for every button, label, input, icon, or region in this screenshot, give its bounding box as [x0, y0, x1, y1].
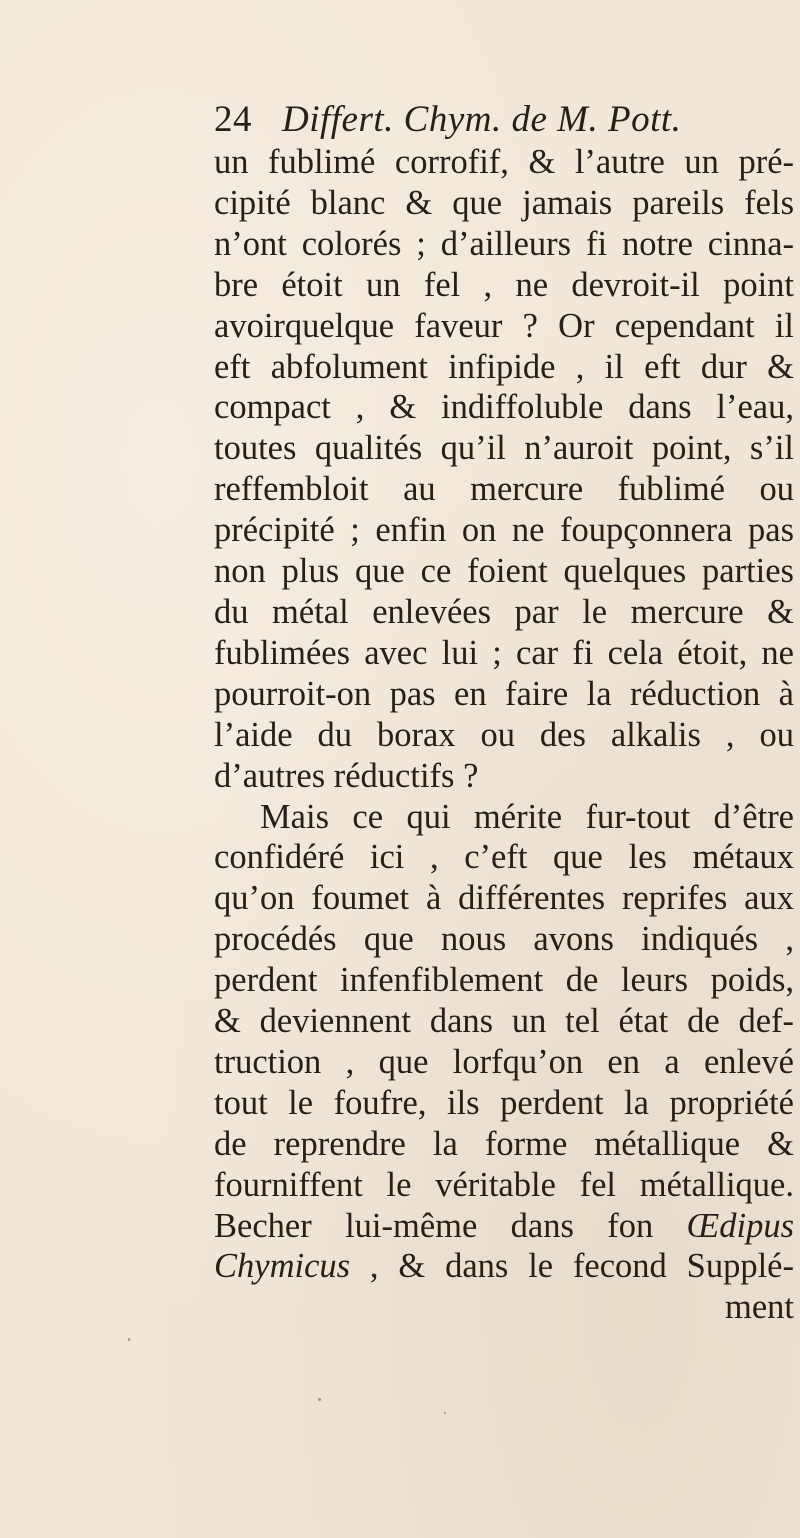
text-line: du métal enlevées par le mercure &: [214, 592, 794, 631]
text-line: perdent infenfiblement de leurs poids,: [214, 961, 794, 1000]
text-line: confidéré ici , c’eft que les métaux: [214, 838, 794, 877]
text-line: Becher lui-même dans fon Œdipus: [214, 1206, 794, 1245]
text-line: de reprendre la forme métallique &: [214, 1124, 794, 1163]
text-line: procédés que nous avons indiqués ,: [214, 920, 794, 959]
text-line: fourniffent le véritable fel métallique.: [214, 1165, 794, 1204]
text-block: [214, 98, 794, 1328]
text-line: tout le foufre, ils perdent la propriété: [214, 1083, 794, 1122]
text-line: bre étoit un fel , ne devroit-il point: [214, 265, 794, 304]
text-line: toutes qualités qu’il n’auroit point, s’il: [214, 429, 794, 468]
text-line: non plus que ce foient quelques parties: [214, 552, 794, 591]
paper-speck: [128, 1338, 130, 1341]
running-head: [214, 98, 794, 142]
text-line: n’ont colorés ; d’ailleurs fi notre cinna-: [214, 224, 794, 263]
text-line: l’aide du borax ou des alkalis , ou: [214, 715, 794, 754]
running-title: Differt. Chym. de M. Pott.: [282, 99, 682, 140]
text-line: d’autres réductifs ?: [214, 756, 479, 795]
body-text: [214, 142, 794, 1287]
text-line: précipité ; enfin on ne foupçonnera pas: [214, 511, 794, 550]
text-line: Chymicus , & dans le fecond Supplé-: [214, 1247, 794, 1286]
text-line: compact , & indiffoluble dans l’eau,: [214, 388, 794, 427]
page-number: 24: [214, 99, 252, 140]
text-line: eft abfolument infipide , il eft dur &: [214, 347, 794, 386]
text-line: truction , que lorfqu’on en a enlevé: [214, 1042, 794, 1081]
text-line: & deviennent dans un tel état de def-: [214, 1002, 794, 1041]
paper-speck: [444, 1412, 446, 1414]
text-line: un fublimé corrofif, & l’autre un pré-: [214, 143, 794, 181]
text-line: pourroit-on pas en faire la réduction à: [214, 674, 794, 713]
text-line: Mais ce qui mérite fur-tout d’être: [260, 797, 794, 836]
text-line: reffembloit au mercure fublimé ou: [214, 470, 794, 509]
text-line: avoirquelque faveur ? Or cependant il: [214, 306, 794, 345]
paper-speck: [318, 1398, 321, 1401]
text-line: qu’on foumet à différentes reprifes aux: [214, 879, 794, 918]
text-line: fublimées avec lui ; car fi cela étoit, ne: [214, 633, 794, 672]
text-line: cipité blanc & que jamais pareils fels: [214, 183, 794, 222]
catchword: ment: [725, 1288, 794, 1327]
